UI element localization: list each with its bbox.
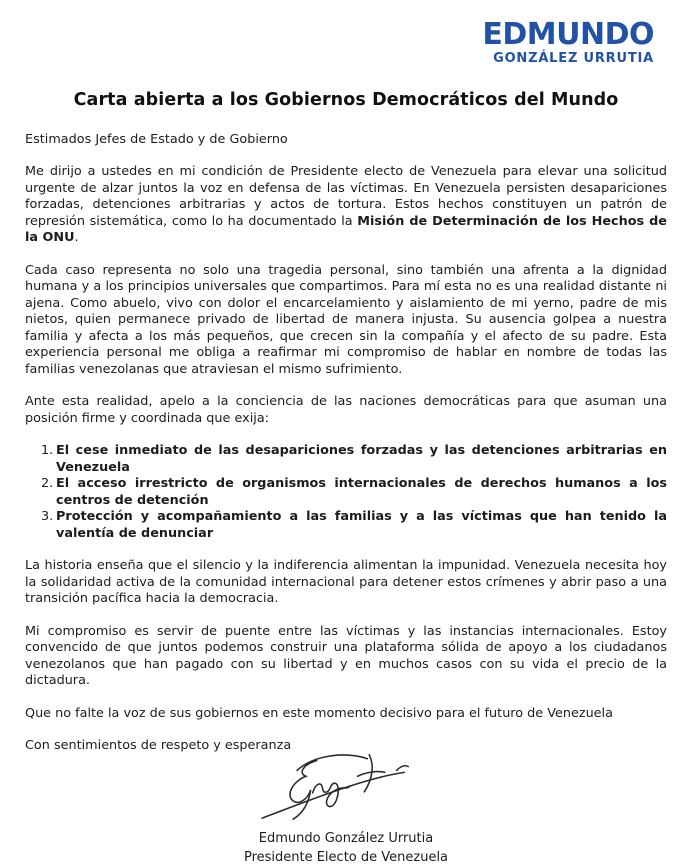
- demand-item-3: Protección y acompañamiento a las familias y a las víctimas que han tenido la valentía de denunciar: [56, 509, 667, 541]
- salutation-text: Estimados Jefes de Estado y de Gobierno: [25, 131, 288, 147]
- logo: [25, 17, 667, 66]
- demand-item-2: El acceso irrestricto de organismos internacionales de derechos humanos a los centros de detención: [56, 476, 667, 508]
- paragraph-1: [25, 164, 667, 247]
- closing-line: Con sentimientos de respeto y esperanza: [25, 738, 292, 754]
- logo-wordmark: EDMUNDO: [482, 17, 654, 52]
- paragraph-3: Ante esta realidad, apelo a la conciencia de las naciones democráticas para que asuman una posición firme y coordinada que exija:: [25, 394, 667, 426]
- demand-item-1: El cese inmediato de las desapariciones forzadas y las detenciones arbitrarias en Venezuela: [56, 443, 667, 475]
- paragraph-6: Que no falte la voz de sus gobiernos en este momento decisivo para el futuro de Venezuela: [25, 705, 613, 721]
- paragraph-2: Cada caso representa no solo una tragedia personal, sino también una afrenta a la dignidad humana y a los principios universales que compartimos. Para mí esta no es una realidad distante ni ajena. Como abuelo, vivo con dolor el encarcelamiento y aislamiento de mi yerno, padre de mis nietos, quien permanece privado de libertad de manera injusta. Su ausencia golpea a nuestra familia y afecta a los más pequeños, que crecen sin la compañía y el afecto de su padre. Esta experiencia personal me obliga a reafirmar mi compromiso de hablar en nombre de todas las familias venezolanas que atraviesan el mismo sufrimiento.: [25, 262, 667, 377]
- salutation: [25, 132, 667, 149]
- signature-block: [25, 747, 667, 866]
- paragraph-1-text: Me dirijo a ustedes en mi condición de Presidente electo de Venezuela para elevar una solicitud urgente de alzar juntos la voz en defensa de las víctimas. En Venezuela persisten desapariciones forzadas, detenciones arbitrarias y actos de tortura. Estos hechos constituyen un patrón de represión sistemática, como lo ha documentado la: [25, 164, 667, 229]
- demands-list: [41, 443, 667, 542]
- signer-title: Presidente Electo de Venezuela: [243, 849, 449, 865]
- signer-name: Edmundo González Urrutia: [258, 831, 434, 847]
- paragraph-1-bold-text: Misión de Determinación de los Hechos de la ONU: [25, 213, 667, 246]
- page-title: Carta abierta a los Gobiernos Democráticos del Mundo: [73, 90, 619, 110]
- logo-subtitle: GONZÁLEZ URRUTIA: [493, 51, 654, 66]
- signature-image: [252, 747, 427, 825]
- paragraph-4: La historia enseña que el silencio y la indiferencia alimentan la impunidad. Venezuela necesita hoy la solidaridad activa de la comunidad internacional para detener estos crímenes y abrir paso a una transición pacífica hacia la democracia.: [25, 558, 667, 607]
- paragraph-5: Mi compromiso es servir de puente entre las víctimas y las instancias internacionales. Estoy convencido de que juntos podemos construir una plataforma sólida de apoyo a los ciudadanos venezolanos que han pagado con su libertad y en muchos casos con su vida el precio de la dictadura.: [25, 623, 667, 689]
- paragraph-1-period: .: [74, 230, 79, 246]
